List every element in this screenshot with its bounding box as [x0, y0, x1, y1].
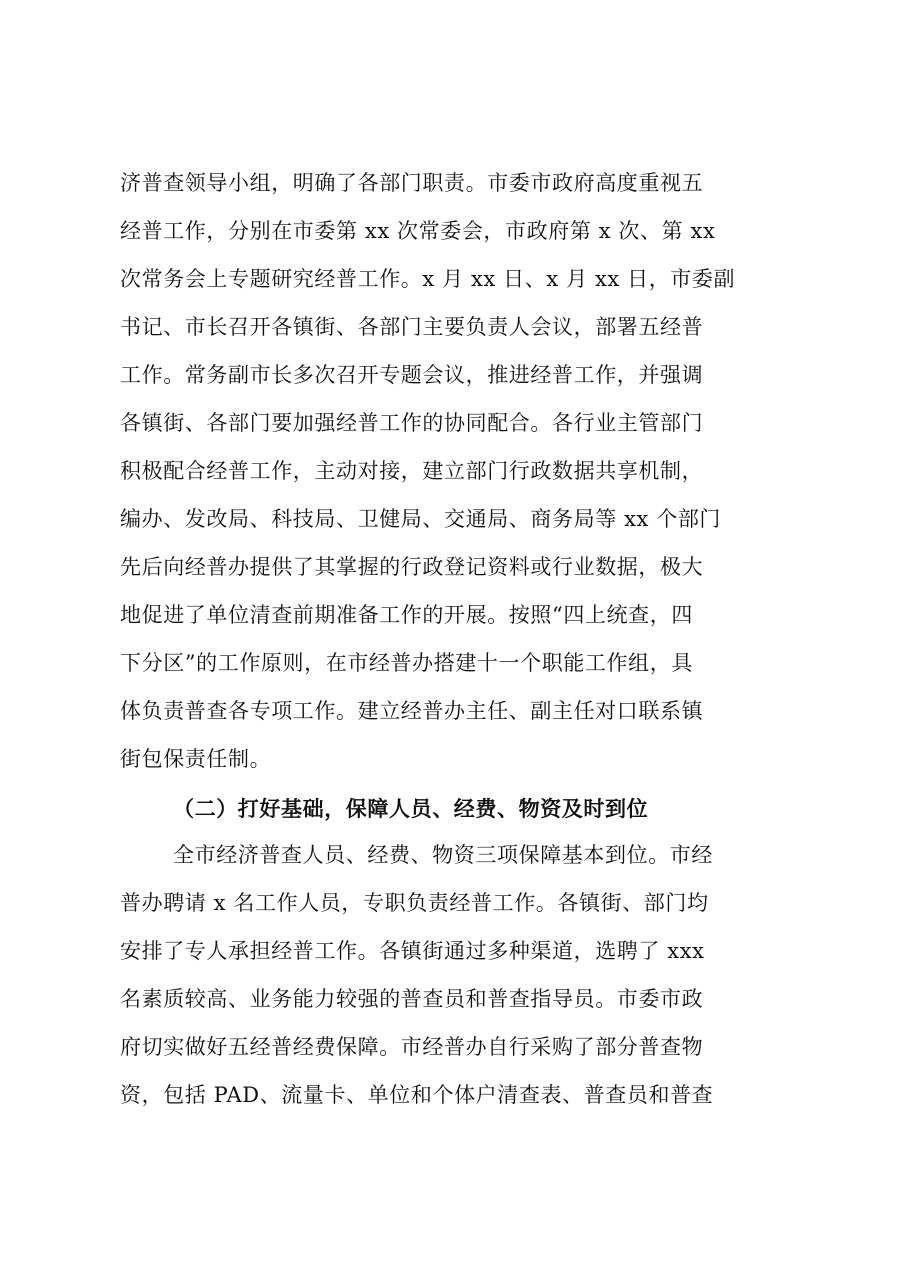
paragraph-1-line-11: 下分区”的工作原则，在市经普办搭建十一个职能工作组，具 — [120, 651, 693, 675]
paragraph-1-line-10: 地促进了单位清查前期准备工作的开展。按照“四上统查，四 — [120, 603, 693, 627]
paragraph-1-line-12: 体负责普查各专项工作。建立经普办主任、副主任对口联系镇 — [120, 699, 704, 723]
section-heading: （二）打好基础，保障人员、经费、物资及时到位 — [173, 796, 649, 821]
paragraph-1-line-3: 次常务会上专题研究经普工作。x 月 xx 日、x 月 xx 日，市委副 — [120, 267, 736, 291]
paragraph-2-line-4: 名素质较高、业务能力较强的普查员和普查指导员。市委市政 — [120, 987, 704, 1011]
paragraph-1-line-13: 街包保责任制。 — [120, 747, 272, 771]
paragraph-1-line-4: 书记、市长召开各镇街、各部门主要负责人会议，部署五经普 — [120, 315, 704, 339]
paragraph-2-line-3: 安排了专人承担经普工作。各镇街通过多种渠道，选聘了 xxx — [120, 939, 705, 963]
paragraph-1-line-5: 工作。常务副市长多次召开专题会议，推进经普工作，并强调 — [120, 363, 704, 387]
paragraph-1-line-6: 各镇街、各部门要加强经普工作的协同配合。各行业主管部门 — [120, 411, 704, 435]
paragraph-1-line-8: 编办、发改局、科技局、卫健局、交通局、商务局等 xx 个部门 — [120, 507, 722, 531]
paragraph-2-line-1: 全市经济普查人员、经费、物资三项保障基本到位。市经 — [173, 843, 713, 867]
paragraph-1-line-2: 经普工作，分别在市委第 xx 次常委会，市政府第 x 次、第 xx — [120, 219, 716, 243]
paragraph-1-line-7: 积极配合经普工作，主动对接，建立部门行政数据共享机制， — [120, 459, 704, 483]
paragraph-1-line-1: 济普查领导小组，明确了各部门职责。市委市政府高度重视五 — [120, 171, 704, 195]
paragraph-2-line-2: 普办聘请 x 名工作人员，专职负责经普工作。各镇街、部门均 — [120, 891, 709, 915]
paragraph-1-line-9: 先后向经普办提供了其掌握的行政登记资料或行业数据，极大 — [120, 555, 704, 579]
paragraph-2-line-6: 资，包括 PAD、流量卡、单位和个体户清查表、普查员和普查 — [120, 1083, 714, 1107]
paragraph-2-line-5: 府切实做好五经普经费保障。市经普办自行采购了部分普查物 — [120, 1035, 704, 1059]
